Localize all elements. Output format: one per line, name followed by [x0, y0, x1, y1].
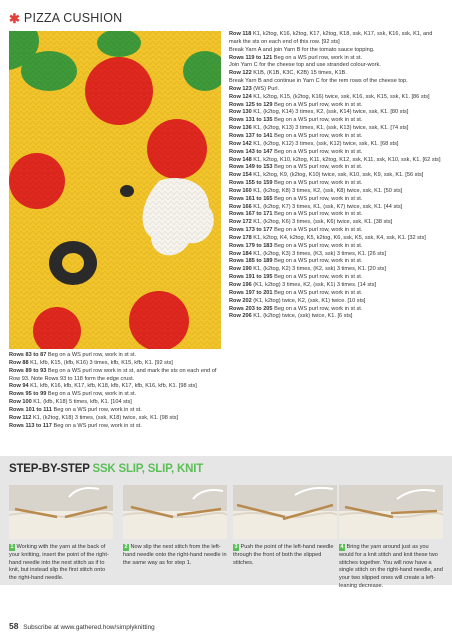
pattern-row: Row 196 (K1, k2tog) 3 times, K2, (ssk, K1) 3 times. [14 sts] [229, 282, 377, 288]
pattern-column-left [9, 352, 222, 430]
pattern-row: Rows 131 to 135 Beg on a WS purl row, work in st st. [229, 117, 363, 124]
pattern-row: Row 136 K1, (k2tog, K13) 3 times, K1, (ssk, K13) twice, ssk, K1. [74 sts] [229, 125, 409, 132]
pattern-row: Rows 155 to 159 Beg on a WS purl row, work in st st. [229, 180, 363, 187]
step-by-step-prefix: STEP-BY-STEP [9, 463, 90, 475]
step-number: 3 [234, 544, 238, 550]
pattern-row: Row 122 K1B, (K1B, K3C, K2B) 15 times, K1B. [229, 70, 347, 77]
step-number: 2 [124, 544, 128, 550]
pattern-row: Rows 185 to 189 Beg on a WS purl row, work in st st. [229, 258, 363, 265]
page-number: 58 [9, 621, 19, 631]
pattern-row: Rows 167 to 171 Beg on a WS purl row, work in st st. [229, 211, 363, 218]
step-2-photo [123, 485, 227, 539]
pattern-row: Rows 101 to 111 Beg on a WS purl row, work in st st. [9, 406, 142, 413]
pattern-row: Row 190 K1, (k2tog, K2) 3 times, (K2, ssk) 3 times, K1. [20 sts] [229, 266, 386, 273]
subscribe-link[interactable]: Subscribe at www.gathered.how/simplyknitting [23, 624, 155, 631]
pattern-row: Row 88 K1, kfb, K15, (kfb, K16) 3 times, kfb, K15, kfb, K1. [92 sts] [9, 359, 173, 366]
step-4-photo [339, 485, 443, 539]
step-by-step-title [9, 463, 203, 475]
pattern-row: Rows 179 to 183 Beg on a WS purl row, work in st st. [229, 242, 363, 249]
page-header [9, 10, 122, 26]
pattern-row: Rows 137 to 141 Beg on a WS purl row, work in st st. [229, 132, 363, 139]
pattern-row: Row 202 (K1, k2tog) twice, K2, (ssk, K1) twice. [10 sts] [229, 297, 366, 304]
pattern-row: Rows 161 to 165 Beg on a WS purl row, work in st st. [229, 195, 363, 202]
pattern-row: Row 118 K1, k2tog, K16, k2tog, K17, k2tog, K18, ssk, K17, ssk, K16, ssk, K1, and mark the sts on each end of this row. [92 sts] [229, 31, 433, 45]
page-footer [9, 621, 155, 631]
step-number: 4 [340, 544, 344, 550]
pattern-row: Rows 173 to 177 Beg on a WS purl row, work in st st. [229, 227, 363, 234]
pattern-row: Rows 203 to 205 Beg on a WS purl row, work in st st. [229, 305, 363, 312]
step-2-text: 2 Now slip the next stitch from the left-hand needle onto the right-hand needle in the same way as for step 1. [123, 544, 227, 566]
pattern-row: Row 184 K1, (k2tog, K3) 3 times, (K3, ssk) 3 times, K1. [26 sts] [229, 250, 386, 257]
pattern-row: Rows 197 to 201 Beg on a WS purl row, work in st st. [229, 289, 363, 296]
page-title: PIZZA CUSHION [23, 11, 123, 25]
pattern-row: Row 123 (WS) Purl. [229, 85, 280, 92]
pattern-row: Row 154 K1, k2tog, K9, (k2tog, K10) twice, ssk, K10, ssk, K9, ssk, K1. [56 sts] [229, 172, 424, 179]
pattern-row: Row 100 K1, (kfb, K18) 5 times, kfb, K1. [104 sts] [9, 399, 132, 406]
pattern-row: Row 172 K1, (k2tog, K6) 3 times, (ssk, K6) twice, ssk, K1. [38 sts] [229, 219, 393, 226]
pattern-row: Rows 95 to 99 Beg on a WS purl row, work in st st. [9, 391, 137, 398]
pattern-row: Row 166 K1, (k2tog, K7) 3 times, K1, (ssk, K7) twice, ssk, K1. [44 sts] [229, 203, 403, 210]
pattern-row: Rows 149 to 153 Beg on a WS purl row, work in st st. [229, 164, 363, 171]
pattern-row: Row 94 K1, kfb, K16, kfb, K17, kfb, K18, kfb, K17, kfb, K16, kfb, K1. [98 sts] [9, 383, 197, 390]
pattern-row: Row 142 K1, (k2tog, K12) 3 times, (ssk, K12) twice, ssk, K1. [68 sts] [229, 140, 399, 147]
pattern-row: Row 206 K1, (k2tog) twice, (ssk) twice, K1. [6 sts] [229, 313, 353, 320]
pattern-row: Rows 119 to 121 Beg on a WS purl row, work in st st. [229, 54, 363, 61]
step-1-text: 1 Working with the yarn at the back of your knitting, insert the point of the right-hand needle into the next stitch as if to knit, but instead slip the first stitch onto the right-hand needle. [9, 544, 109, 582]
pizza-cushion-photo [9, 31, 221, 349]
pattern-row: Rows 191 to 195 Beg on a WS purl row, work in st st. [229, 274, 363, 281]
pattern-row: Break Yarn A and join Yarn B for the tomato sauce topping. [229, 46, 375, 53]
asterisk-star-icon: ✱ [9, 10, 20, 26]
pattern-column-right [229, 31, 444, 321]
pattern-row: Rows 143 to 147 Beg on a WS purl row, work in st st. [229, 148, 363, 155]
step-1-photo [9, 485, 113, 539]
pattern-row: Rows 89 to 93 Beg on a WS purl row work in st st, and mark the sts on each end of Row 93. Note Rows 93 to 118 form the edge crust. [9, 367, 217, 382]
pattern-row: Row 148 K1, k2tog, K10, k2tog, K11, k2tog, K12, ssk, K11, ssk, K10, ssk, K1. [62 sts] [229, 156, 441, 163]
pattern-row: Rows 113 to 117 Beg on a WS purl row, work in st st. [9, 422, 142, 429]
pattern-row: Row 160 K1, (k2tog, K8) 3 times, K2, (ssk, K8) twice, ssk, K1. [50 sts] [229, 187, 403, 194]
pattern-row: Break Yarn B and continue in Yarn C for the rem rows of the cheese top. [229, 78, 408, 85]
pattern-row: Row 112 K1, (k2tog, K18) 3 times, (ssk, K18) twice, ssk, K1. [98 sts] [9, 414, 179, 421]
pattern-row: Join Yarn C for the cheese top and use stranded colour-work. [229, 62, 381, 69]
pattern-row: Rows 125 to 129 Beg on a WS purl row, work in st st. [229, 101, 363, 108]
pattern-row: Rows 83 to 87 Beg on a WS purl row, work in st st. [9, 352, 137, 358]
pattern-row: Row 124 K1, k2tog, K15, (k2tog, K16) twice, ssk, K16, ssk, K15, ssk, K1. [86 sts] [229, 93, 430, 100]
technique-title: SSK SLIP, SLIP, KNIT [92, 463, 204, 475]
step-number: 1 [10, 544, 14, 550]
step-3-photo [233, 485, 337, 539]
step-3-text: 3 Push the point of the left-hand needle through the front of both the slipped stitches. [233, 544, 334, 566]
pattern-row: Row 130 K1, (k2tog, K14) 3 times, K2, (ssk, K14) twice, ssk, K1. [80 sts] [229, 109, 409, 116]
step-4-text: 4 Bring the yarn around just as you would for a knit stitch and knit these two stitches together. You will now have a single stitch on the right-hand needle, and your two slipped ones will create a left-leaning decrease. [339, 544, 443, 589]
pattern-row: Row 178 K1, k2tog, K4, k2tog, K5, k2tog, K6, ssk, K5, ssk, K4, ssk, K1. [32 sts] [229, 234, 426, 241]
